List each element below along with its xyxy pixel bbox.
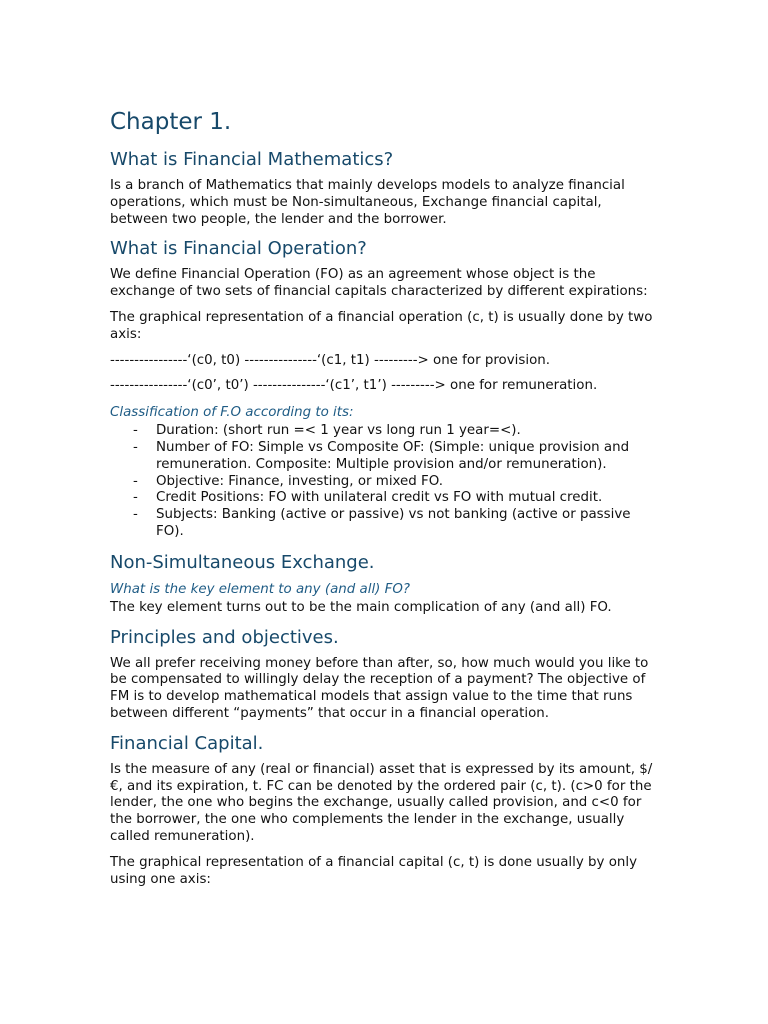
list-item <box>110 440 662 474</box>
classification-title: Classification of F.O according to its: <box>110 405 354 421</box>
paragraph-financial-mathematics: Is a branch of Mathematics that mainly develops models to analyze financial operations, which must be Non-simultaneous, Exchange financial capital, between two people, the lender and the borrower. <box>110 178 625 227</box>
subheading-key-element: What is the key element to any (and all) FO? <box>110 581 410 597</box>
paragraph-capital-graphical: The graphical representation of a financial capital (c, t) is done usually by only using one axis: <box>110 854 638 887</box>
paragraph-principles: We all prefer receiving money before than after, so, how much would you like to be compensated to willingly delay the reception of a payment? The objective of FM is to develop mathematical models that assign value to the time that runs between different “payments” that occur in a financial operation. <box>110 655 649 721</box>
chapter-title: Chapter 1. <box>110 109 232 135</box>
heading-financial-capital: Financial Capital. <box>110 732 264 754</box>
document-content <box>110 106 662 897</box>
paragraph-fo-definition: We define Financial Operation (FO) as an agreement whose object is the exchange of two sets of financial capitals characterized by different expirations: <box>110 267 648 300</box>
dash-bullet: - <box>133 507 138 523</box>
list-item-text: Duration: (short run =< 1 year vs long run 1 year=<). <box>156 423 521 439</box>
paragraph-fo-graphical: The graphical representation of a financial operation (c, t) is usually done by two axis: <box>110 309 653 342</box>
axis-remuneration: ----------------‘(c0’, t0’) ---------------‘(c1’, t1’) ---------> one for remuneration. <box>110 378 598 394</box>
paragraph-key-element: The key element turns out to be the main complication of any (and all) FO. <box>110 599 612 615</box>
list-item-text: Credit Positions: FO with unilateral credit vs FO with mutual credit. <box>156 490 603 506</box>
list-item-text: Number of FO: Simple vs Composite OF: (Simple: unique provision and remuneration. Composite: Multiple provision and/or remuneration). <box>156 439 630 472</box>
heading-non-simultaneous: Non-Simultaneous Exchange. <box>110 551 375 573</box>
dash-bullet: - <box>133 423 138 439</box>
dash-bullet: - <box>133 439 138 455</box>
dash-bullet: - <box>133 473 138 489</box>
axis-provision: ----------------‘(c0, t0) ---------------‘(c1, t1) ---------> one for provision. <box>110 352 551 368</box>
heading-financial-mathematics: What is Financial Mathematics? <box>110 149 394 170</box>
heading-financial-operation: What is Financial Operation? <box>110 238 367 260</box>
list-item <box>110 490 662 507</box>
list-item <box>110 474 662 491</box>
paragraph-capital-definition: Is the measure of any (real or financial) asset that is expressed by its amount, $/€, and its expiration, t. FC can be denoted by the ordered pair (c, t). (c>0 for the lender, the one who begins the exchange, usually called provision, and c<0 for the borrower, the one who complements the lender in the exchange, usually called remuneration). <box>110 761 653 844</box>
heading-principles: Principles and objectives. <box>110 626 339 648</box>
list-item <box>110 423 662 440</box>
dash-bullet: - <box>133 490 138 506</box>
list-item <box>110 507 662 541</box>
list-item-text: Objective: Finance, investing, or mixed FO. <box>156 473 444 489</box>
classification-list <box>110 423 662 541</box>
list-item-text: Subjects: Banking (active or passive) vs not banking (active or passive FO). <box>156 507 631 539</box>
